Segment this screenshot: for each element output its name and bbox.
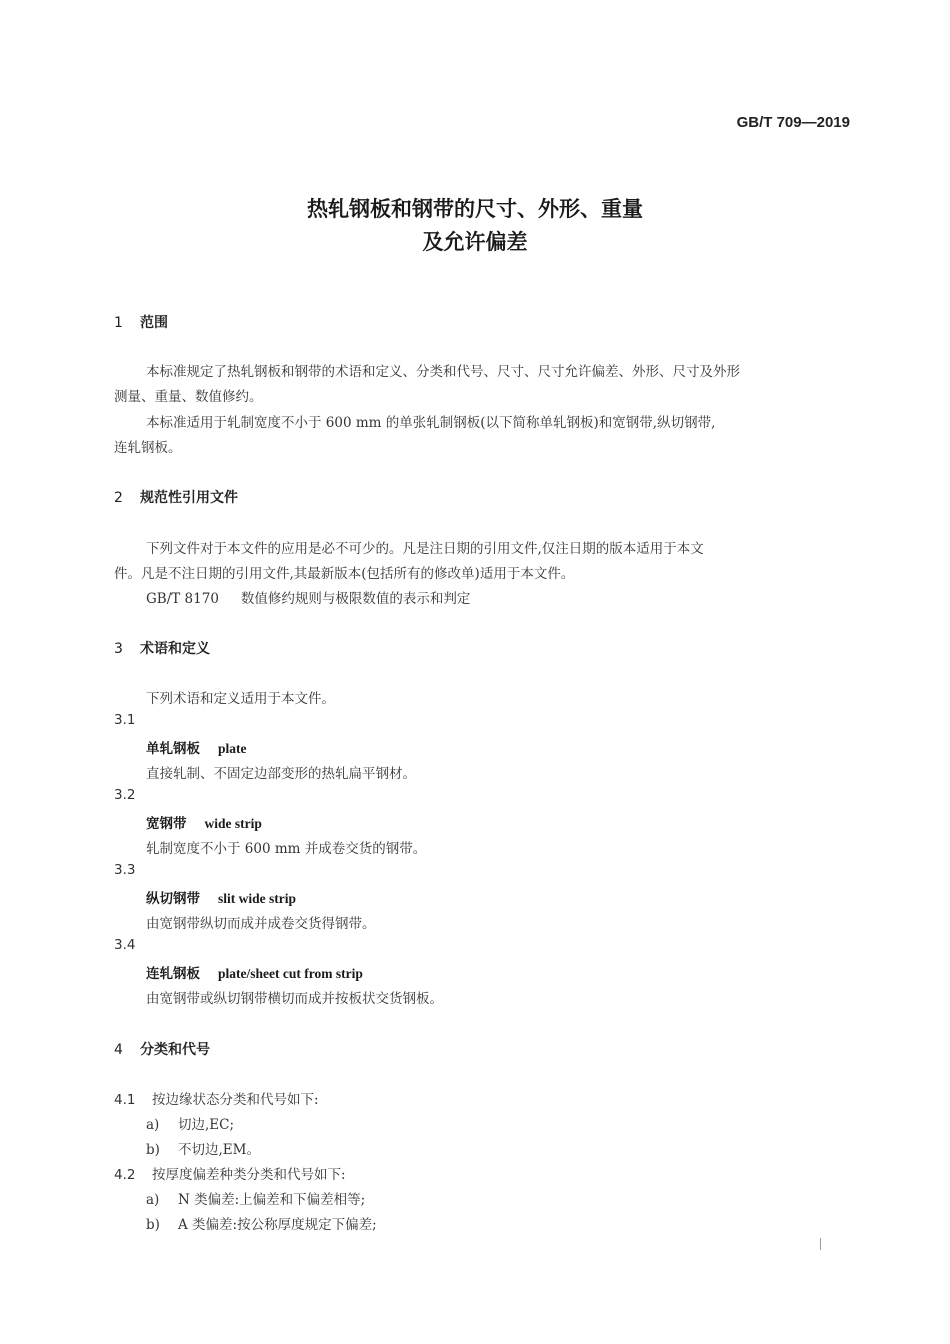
section-title: 范围 — [140, 315, 168, 331]
list-marker: a) — [146, 1192, 160, 1208]
term-zh: 纵切钢带 — [146, 891, 200, 907]
standard-code: GB/T 709—2019 — [736, 114, 850, 131]
document-title — [0, 193, 950, 259]
section-1-heading — [114, 312, 168, 332]
list-text: N 类偏差:上偏差和下偏差相等; — [178, 1192, 366, 1208]
section-2-para-line-2: 件。凡是不注日期的引用文件,其最新版本(包括所有的修改单)适用于本文件。 — [114, 566, 575, 582]
term-zh: 宽钢带 — [146, 816, 187, 832]
term-number: 3.1 — [114, 712, 136, 728]
page-number-mark — [820, 1238, 821, 1250]
list-marker: a) — [146, 1117, 160, 1133]
list-marker: b) — [146, 1142, 160, 1158]
clause-text: 按边缘状态分类和代号如下: — [152, 1092, 319, 1108]
section-number: 4 — [114, 1042, 123, 1058]
clause-4-2 — [114, 1163, 346, 1183]
section-2-heading — [114, 487, 238, 507]
clause-number: 4.2 — [114, 1167, 136, 1183]
list-item — [146, 1188, 365, 1208]
list-text: 切边,EC; — [178, 1117, 235, 1133]
title-line-2: 及允许偏差 — [422, 230, 528, 254]
term-heading — [146, 887, 296, 907]
list-text: A 类偏差:按公称厚度规定下偏差; — [178, 1217, 377, 1233]
clause-4-1 — [114, 1088, 319, 1108]
term-zh: 单轧钢板 — [146, 741, 200, 757]
section-title: 术语和定义 — [140, 641, 210, 657]
section-2-para-line-1: 下列文件对于本文件的应用是必不可少的。凡是注日期的引用文件,仅注日期的版本适用于本文 — [146, 541, 704, 557]
term-en: wide strip — [204, 816, 262, 831]
section-number: 1 — [114, 315, 123, 331]
section-3-intro: 下列术语和定义适用于本文件。 — [146, 691, 335, 707]
section-title: 规范性引用文件 — [140, 490, 238, 506]
section-number: 2 — [114, 490, 123, 506]
section-1-para-1-line-1: 本标准规定了热轧钢板和钢带的术语和定义、分类和代号、尺寸、尺寸允许偏差、外形、尺寸及外形 — [146, 364, 740, 380]
clause-number: 4.1 — [114, 1092, 136, 1108]
clause-text: 按厚度偏差种类分类和代号如下: — [152, 1167, 346, 1183]
term-definition: 由宽钢带纵切而成并成卷交货得钢带。 — [146, 916, 376, 932]
section-1-para-2-line-1: 本标准适用于轧制宽度不小于 600 mm 的单张轧制钢板(以下简称单轧钢板)和宽钢带,纵切钢带, — [146, 415, 716, 431]
list-marker: b) — [146, 1217, 160, 1233]
section-4-heading — [114, 1039, 210, 1059]
list-text: 不切边,EM。 — [178, 1142, 260, 1158]
list-item — [146, 1113, 234, 1133]
section-number: 3 — [114, 641, 123, 657]
term-number: 3.2 — [114, 787, 136, 803]
term-heading — [146, 812, 262, 832]
section-1-para-1-line-2: 测量、重量、数值修约。 — [114, 389, 263, 405]
term-heading — [146, 737, 247, 757]
term-en: plate — [218, 741, 247, 756]
term-definition: 由宽钢带或纵切钢带横切而成并按板状交货钢板。 — [146, 991, 443, 1007]
list-item — [146, 1138, 260, 1158]
reference-code: GB/T 8170 — [146, 591, 219, 607]
term-number: 3.4 — [114, 937, 136, 953]
section-title: 分类和代号 — [140, 1042, 210, 1058]
term-en: plate/sheet cut from strip — [218, 966, 363, 981]
list-item — [146, 1213, 377, 1233]
term-en: slit wide strip — [218, 891, 297, 906]
normative-reference — [146, 587, 470, 607]
reference-title: 数值修约规则与极限数值的表示和判定 — [240, 591, 471, 607]
title-line-1: 热轧钢板和钢带的尺寸、外形、重量 — [307, 197, 643, 221]
term-definition: 直接轧制、不固定边部变形的热轧扁平钢材。 — [146, 766, 416, 782]
term-number: 3.3 — [114, 862, 136, 878]
section-1-para-2-line-2: 连轧钢板。 — [114, 440, 182, 456]
section-3-heading — [114, 638, 210, 658]
term-heading — [146, 962, 363, 982]
term-zh: 连轧钢板 — [146, 966, 200, 982]
term-definition: 轧制宽度不小于 600 mm 并成卷交货的钢带。 — [146, 841, 427, 857]
